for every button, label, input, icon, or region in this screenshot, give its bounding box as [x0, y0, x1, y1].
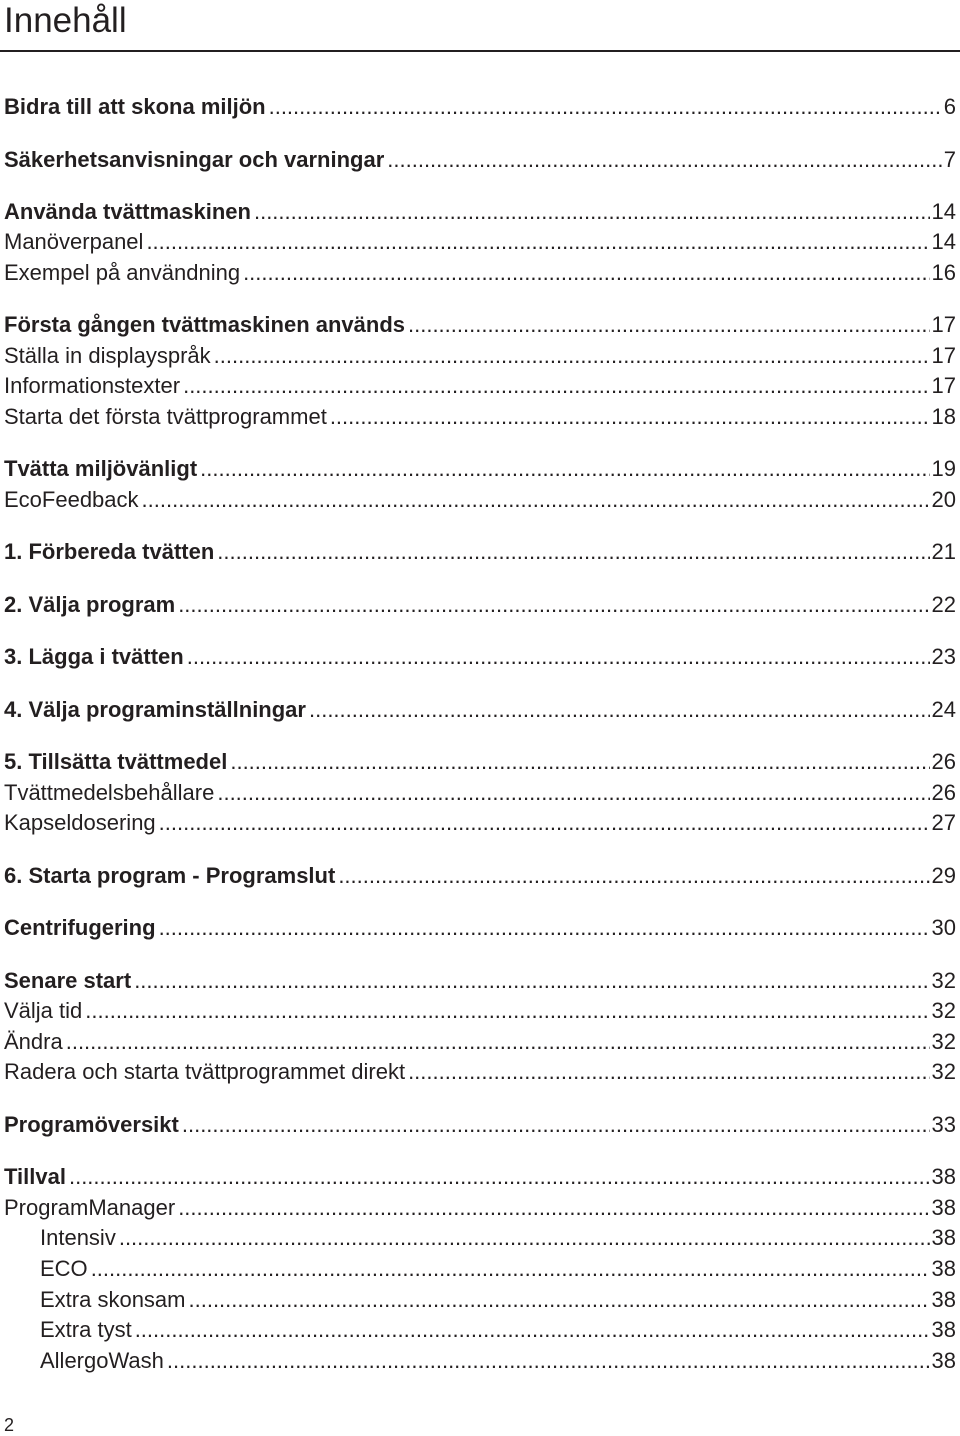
toc-entry-label: Använda tvättmaskinen	[4, 199, 251, 224]
dot-leader	[69, 1164, 930, 1190]
dot-leader	[269, 94, 942, 120]
toc-entry-page-number: 38	[931, 1195, 956, 1220]
toc-entry[interactable]	[4, 535, 956, 565]
dot-leader	[159, 915, 930, 941]
dot-leader	[214, 343, 930, 369]
toc-entry[interactable]	[40, 1283, 956, 1313]
toc-entry-page-number: 17	[931, 373, 956, 398]
toc-entry[interactable]	[4, 588, 956, 618]
dot-leader	[146, 229, 929, 255]
toc-entry-label: 5. Tillsätta tvättmedel	[4, 749, 228, 774]
toc-entry-page-number: 17	[931, 343, 956, 368]
toc-entry-label: EcoFeedback	[4, 487, 139, 512]
toc-entry[interactable]	[4, 806, 956, 836]
toc-entry-label: Manöverpanel	[4, 229, 144, 254]
toc-entry-label: Exempel på användning	[4, 260, 241, 285]
toc-entry[interactable]	[4, 1055, 956, 1085]
dot-leader	[243, 260, 929, 286]
toc-entry-page-number: 38	[931, 1348, 956, 1373]
dot-leader	[134, 968, 929, 994]
dot-leader	[142, 487, 930, 513]
toc-entry-label: Tvättmedelsbehållare	[4, 780, 215, 805]
toc-entry-page-number: 24	[931, 697, 956, 722]
dot-leader	[182, 1112, 930, 1138]
dot-leader	[408, 1059, 929, 1085]
toc-entry[interactable]	[4, 483, 956, 513]
toc-entry-label: Tvätta miljövänligt	[4, 456, 198, 481]
toc-entry-page-number: 26	[931, 749, 956, 774]
toc-entry[interactable]	[4, 1025, 956, 1055]
toc-entry-label: Programöversikt	[4, 1112, 179, 1137]
dot-leader	[408, 312, 930, 338]
dot-leader	[91, 1256, 930, 1282]
footer-page-number: 2	[4, 1415, 15, 1435]
toc-entry[interactable]	[4, 1191, 956, 1221]
toc-entry-label: Intensiv	[40, 1225, 116, 1250]
toc-entry-page-number: 17	[931, 312, 956, 337]
toc-entry-page-number: 16	[931, 260, 956, 285]
toc-entry-page-number: 32	[931, 1029, 956, 1054]
toc-entry-label: Bidra till att skona miljön	[4, 94, 266, 119]
toc-entry-label: Ändra	[4, 1029, 63, 1054]
page-title: Innehåll	[4, 1, 127, 40]
toc-entry-page-number: 22	[931, 592, 956, 617]
toc-entry-page-number: 38	[931, 1317, 956, 1342]
toc-entry-page-number: 32	[931, 1059, 956, 1084]
dot-leader	[66, 1029, 930, 1055]
toc-entry-page-number: 38	[931, 1256, 956, 1281]
toc-entry-page-number: 20	[931, 487, 956, 512]
toc-entry[interactable]	[4, 400, 956, 430]
dot-leader	[330, 404, 930, 430]
toc-entry[interactable]	[4, 859, 956, 889]
toc-entry[interactable]	[4, 308, 956, 338]
toc-entry[interactable]	[4, 911, 956, 941]
toc-entry-label: Extra skonsam	[40, 1287, 186, 1312]
toc-entry[interactable]	[4, 964, 956, 994]
toc-entry[interactable]	[4, 256, 956, 286]
toc-entry-page-number: 29	[931, 863, 956, 888]
toc-entry[interactable]	[40, 1313, 956, 1343]
toc-entry[interactable]	[40, 1344, 956, 1374]
dot-leader	[119, 1225, 930, 1251]
toc-entry-label: Extra tyst	[40, 1317, 132, 1342]
toc-entry[interactable]	[4, 143, 956, 173]
toc-entry-label: 1. Förbereda tvätten	[4, 539, 215, 564]
toc-entry-label: 2. Välja program	[4, 592, 176, 617]
toc-entry[interactable]	[4, 195, 956, 225]
dot-leader	[387, 147, 941, 173]
toc-entry[interactable]	[40, 1221, 956, 1251]
dot-leader	[178, 1195, 929, 1221]
toc-entry-label: Kapseldosering	[4, 810, 156, 835]
dot-leader	[85, 998, 929, 1024]
toc-entry-label: 4. Välja programinställningar	[4, 697, 306, 722]
toc-entry-page-number: 23	[931, 644, 956, 669]
toc-entry-page-number: 30	[931, 915, 956, 940]
toc-entry[interactable]	[4, 1108, 956, 1138]
toc-entry-label: Säkerhetsanvisningar och varningar	[4, 147, 385, 172]
toc-entry-label: 3. Lägga i tvätten	[4, 644, 184, 669]
toc-entry-label: 6. Starta program - Programslut	[4, 863, 336, 888]
toc-entry-label: Senare start	[4, 968, 132, 993]
dot-leader	[135, 1317, 930, 1343]
toc-entry-label: Första gången tvättmaskinen används	[4, 312, 405, 337]
dot-leader	[187, 644, 930, 670]
toc-entry-page-number: 38	[931, 1225, 956, 1250]
dot-leader	[159, 810, 930, 836]
toc-entry[interactable]	[4, 745, 956, 775]
toc-entry-page-number: 21	[931, 539, 956, 564]
toc-entry-label: Radera och starta tvättprogrammet direkt	[4, 1059, 406, 1084]
dot-leader	[167, 1348, 930, 1374]
toc-entry-label: Ställa in displayspråk	[4, 343, 211, 368]
toc-entry-label: AllergoWash	[40, 1348, 164, 1373]
toc-entry-page-number: 7	[943, 147, 956, 172]
toc-entry-page-number: 18	[931, 404, 956, 429]
toc-entry-page-number: 38	[931, 1287, 956, 1312]
toc-entry-label: ProgramManager	[4, 1195, 176, 1220]
title-rule	[0, 50, 960, 52]
toc-entry-label: Tillval	[4, 1164, 66, 1189]
toc-entry-label: ECO	[40, 1256, 88, 1281]
dot-leader	[217, 780, 929, 806]
toc-entry[interactable]	[4, 776, 956, 806]
toc-entry-label: Starta det första tvättprogrammet	[4, 404, 327, 429]
toc-entry[interactable]	[4, 225, 956, 255]
toc-entry-page-number: 32	[931, 968, 956, 993]
toc-entry[interactable]	[4, 369, 956, 399]
toc-entry-page-number: 19	[931, 456, 956, 481]
toc-entry-label: Centrifugering	[4, 915, 156, 940]
dot-leader	[338, 863, 929, 889]
dot-leader	[217, 539, 929, 565]
toc-entry[interactable]	[4, 693, 956, 723]
toc-entry-page-number: 26	[931, 780, 956, 805]
dot-leader	[254, 199, 930, 225]
dot-leader	[309, 697, 930, 723]
toc-entry[interactable]	[4, 452, 956, 482]
toc-entry-page-number: 38	[931, 1164, 956, 1189]
toc-entry-label: Informationstexter	[4, 373, 181, 398]
dot-leader	[200, 456, 929, 482]
toc-entry[interactable]	[4, 339, 956, 369]
toc-entry-page-number: 14	[931, 229, 956, 254]
dot-leader	[178, 592, 929, 618]
toc-entry[interactable]	[4, 1160, 956, 1190]
toc-entry-page-number: 32	[931, 998, 956, 1023]
toc-entry[interactable]	[4, 640, 956, 670]
toc-entry[interactable]	[4, 90, 956, 120]
toc-entry-page-number: 27	[931, 810, 956, 835]
toc-entry-label: Välja tid	[4, 998, 83, 1023]
dot-leader	[183, 373, 929, 399]
dot-leader	[230, 749, 929, 775]
toc-entry[interactable]	[4, 994, 956, 1024]
toc-entry[interactable]	[40, 1252, 956, 1282]
toc-entry-page-number: 33	[931, 1112, 956, 1137]
toc-entry-page-number: 14	[931, 199, 956, 224]
dot-leader	[189, 1287, 930, 1313]
toc-entry-page-number: 6	[943, 94, 956, 119]
